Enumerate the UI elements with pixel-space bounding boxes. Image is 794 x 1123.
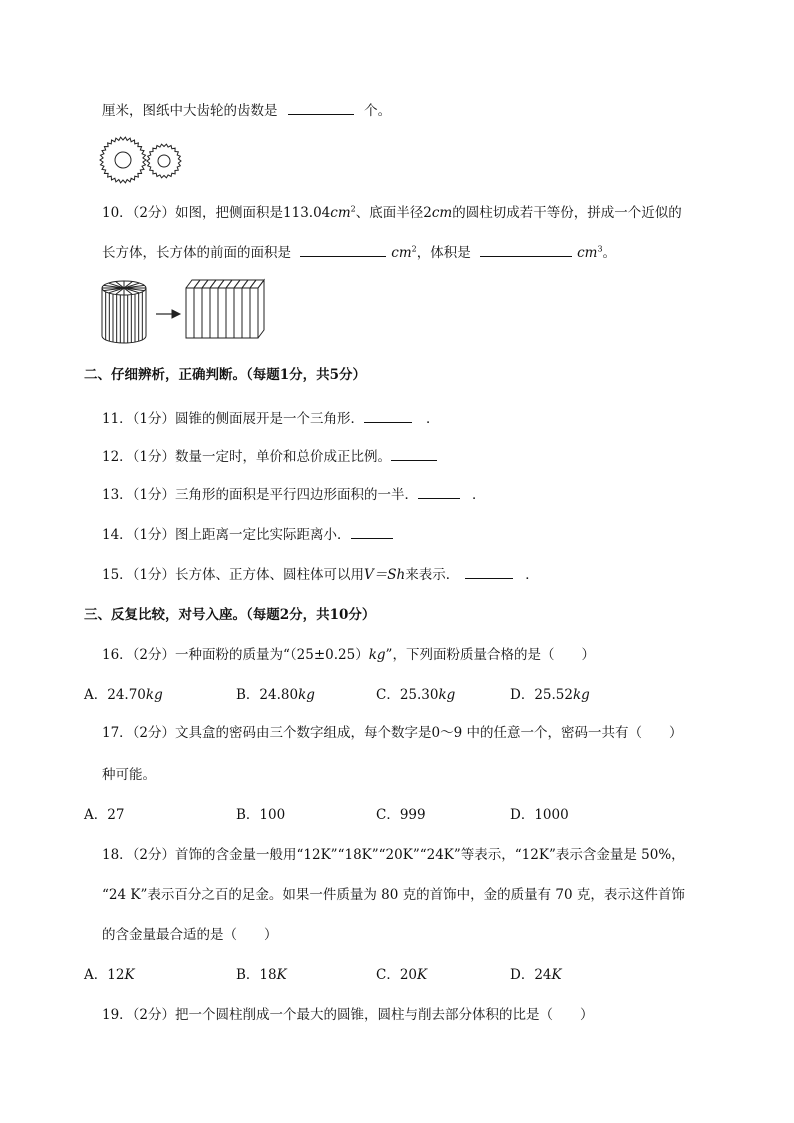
section2-heading: 二、仔细辨析，正确判断。（每题1分，共5分） [84,367,367,383]
q18-stem-line3: 的含金量最合适的是（ ） [102,927,278,943]
q18-option-d[interactable]: D．24K [510,967,562,983]
q15: 15．（1分）长方体、正方体、圆柱体可以用V＝Sh来表示． ． [102,567,539,583]
q10-volume-blank[interactable] [480,244,572,257]
gears-figure [98,136,186,186]
q16-option-b[interactable]: B．24.80kg [236,687,315,703]
large-gear [100,137,146,183]
q16-stem: 16．（2分）一种面粉的质量为“（25±0.25）kg”，下列面粉质量合格的是（ ） [102,647,595,663]
q17-option-c[interactable]: C．999 [376,807,426,823]
q18-stem-line2: “24 K”表示百分之百的足金。如果一件质量为 80 克的首饰中，金的质量有 70 克，表示这件首饰 [102,887,685,903]
q18-option-c[interactable]: C．20K [376,967,428,983]
cuboid-shape [186,280,264,338]
q17-option-d[interactable]: D．1000 [510,807,569,823]
arrow-right-icon [156,310,180,318]
cylinder-shape [102,281,146,343]
q13-answer-blank[interactable] [418,486,460,499]
q9-tail: 厘米，图纸中大齿轮的齿数是 个。 [102,103,392,119]
q12: 12．（1分）数量一定时，单价和总价成正比例。 [102,448,437,466]
q10-line2: 长方体，长方体的前面的面积是 $cm^2$，体积是 $cm^3$。 [102,244,617,261]
q16-option-c[interactable]: C．25.30kg [376,687,456,703]
q18-stem-line1: 18．（2分）首饰的含金量一般用“12K”“18K”“20K”“24K”等表示，“12K”表示含金量是 50%， [102,847,685,863]
q11: 11．（1分）圆锥的侧面展开是一个三角形． ． [102,411,440,427]
q16-option-d[interactable]: D．25.52kg [510,687,590,703]
q13: 13．（1分）三角形的面积是平行四边形面积的一半． ． [102,487,486,503]
q18-option-a[interactable]: A．12K [84,967,135,983]
q19-stem: 19．（2分）把一个圆柱削成一个最大的圆锥，圆柱与削去部分体积的比是（ ） [102,1007,594,1023]
q11-answer-blank[interactable] [364,410,412,423]
q17-stem-line1: 17．（2分）文具盒的密码由三个数字组成，每个数字是0～9 中的任意一个，密码一共有（ ） [102,725,683,741]
q16-option-a[interactable]: A．24.70kg [84,687,163,703]
q17-option-a[interactable]: A．27 [84,807,125,823]
small-gear [147,144,181,178]
cylinder-cuboid-figure [96,274,276,350]
q10-area-blank[interactable] [300,244,386,257]
q17-stem-line2: 种可能。 [102,767,156,783]
q14-answer-blank[interactable] [351,526,393,539]
q9-answer-blank[interactable] [288,102,354,115]
section3-heading: 三、反复比较，对号入座。（每题2分，共10分） [84,607,376,623]
q14: 14．（1分）图上距离一定比实际距离小． [102,526,393,544]
q12-answer-blank[interactable] [391,448,437,461]
q17-option-b[interactable]: B．100 [236,807,286,823]
q10-line1: 10．（2分）如图，把侧面积是$113.04cm^2$、底面半径2cm的圆柱切成若干等份，拼成一个近似的 [102,204,682,221]
q18-option-b[interactable]: B．18K [236,967,287,983]
q15-answer-blank[interactable] [465,566,513,579]
